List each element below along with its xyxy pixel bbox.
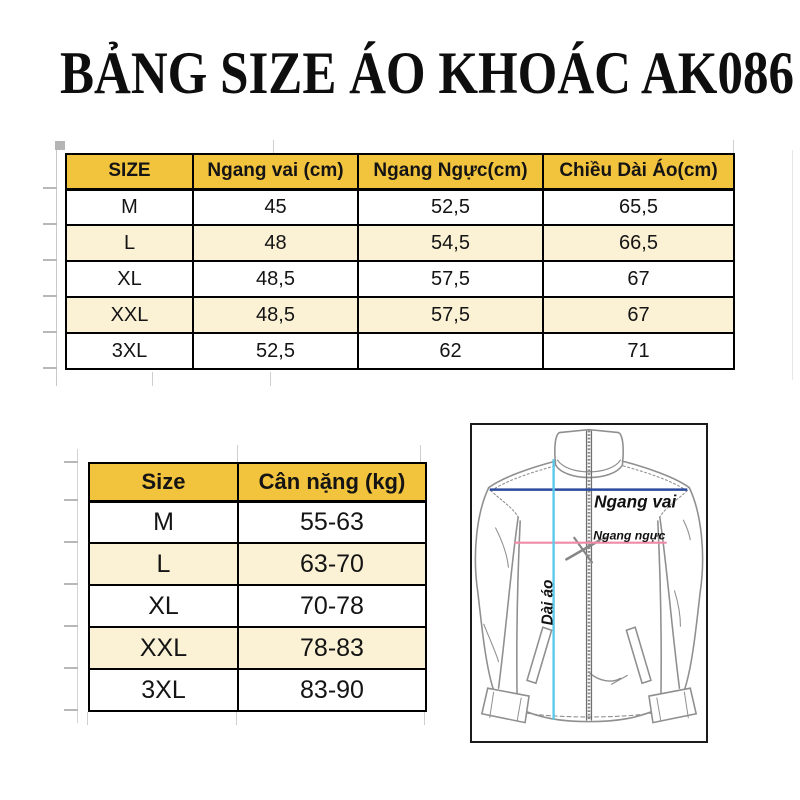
table-cell: 83-90 bbox=[238, 669, 426, 711]
col-header-size: Size bbox=[89, 463, 238, 501]
table-cell: 57,5 bbox=[358, 261, 543, 297]
gridline-artifact bbox=[64, 461, 78, 463]
gridline-artifact bbox=[273, 140, 274, 153]
table-cell: 71 bbox=[543, 333, 734, 369]
page-title: BẢNG SIZE ÁO KHOÁC AK086 bbox=[60, 40, 794, 106]
table-cell: 48,5 bbox=[193, 261, 358, 297]
gridline-artifact bbox=[77, 449, 78, 723]
size-measurements-table bbox=[65, 153, 735, 370]
table-row-3xl bbox=[66, 333, 734, 369]
table-row-3xl bbox=[89, 669, 426, 711]
gridline-artifact bbox=[56, 142, 57, 386]
gridline-artifact bbox=[55, 141, 65, 150]
table-cell: XXL bbox=[66, 297, 193, 333]
gridline-artifact bbox=[64, 709, 78, 711]
table-cell: L bbox=[89, 543, 238, 585]
table-row-xl bbox=[89, 585, 426, 627]
table-cell: 52,5 bbox=[358, 189, 543, 225]
table-row-xxl bbox=[66, 297, 734, 333]
size-table-header-row bbox=[66, 154, 734, 189]
table-cell: L bbox=[66, 225, 193, 261]
table-cell: XXL bbox=[89, 627, 238, 669]
table-row-l bbox=[89, 543, 426, 585]
gridline-artifact bbox=[152, 372, 153, 386]
col-header-chest: Ngang Ngực(cm) bbox=[358, 154, 543, 189]
table-cell: 48,5 bbox=[193, 297, 358, 333]
gridline-artifact bbox=[64, 583, 78, 585]
table-cell: 55-63 bbox=[238, 501, 426, 543]
gridline-artifact bbox=[424, 712, 425, 725]
gridline-artifact bbox=[792, 150, 793, 380]
table-cell: 67 bbox=[543, 297, 734, 333]
table-cell: 70-78 bbox=[238, 585, 426, 627]
gridline-artifact bbox=[64, 625, 78, 627]
table-cell: 78-83 bbox=[238, 627, 426, 669]
table-cell: 54,5 bbox=[358, 225, 543, 261]
table-cell: 65,5 bbox=[543, 189, 734, 225]
gridline-artifact bbox=[87, 712, 88, 725]
gridline-artifact bbox=[64, 541, 78, 543]
gridline-artifact bbox=[236, 712, 237, 725]
table-cell: 63-70 bbox=[238, 543, 426, 585]
weight-table-header-row bbox=[89, 463, 426, 501]
table-cell: 52,5 bbox=[193, 333, 358, 369]
table-row-m bbox=[89, 501, 426, 543]
chest-measure-label: Ngang ngực bbox=[593, 528, 666, 543]
table-cell: 67 bbox=[543, 261, 734, 297]
table-row-xl bbox=[66, 261, 734, 297]
gridline-artifact bbox=[43, 295, 57, 297]
table-row-xxl bbox=[89, 627, 426, 669]
gridline-artifact bbox=[270, 372, 271, 386]
gridline-artifact bbox=[43, 223, 57, 225]
table-cell: 3XL bbox=[66, 333, 193, 369]
gridline-artifact bbox=[64, 667, 78, 669]
col-header-length: Chiều Dài Áo(cm) bbox=[543, 154, 734, 189]
jacket-illustration bbox=[472, 425, 706, 741]
gridline-artifact bbox=[64, 499, 78, 501]
table-row-m bbox=[66, 189, 734, 225]
table-cell: 48 bbox=[193, 225, 358, 261]
zipper bbox=[587, 431, 592, 721]
table-row-l bbox=[66, 225, 734, 261]
gridline-artifact bbox=[733, 140, 734, 153]
table-cell: XL bbox=[66, 261, 193, 297]
table-cell: XL bbox=[89, 585, 238, 627]
gridline-artifact bbox=[43, 331, 57, 333]
table-cell: M bbox=[89, 501, 238, 543]
table-cell: 57,5 bbox=[358, 297, 543, 333]
table-cell: 3XL bbox=[89, 669, 238, 711]
shoulder-measure-label: Ngang vai bbox=[594, 491, 677, 512]
table-cell: 62 bbox=[358, 333, 543, 369]
gridline-artifact bbox=[43, 187, 57, 189]
jacket-diagram bbox=[470, 423, 708, 743]
table-cell: M bbox=[66, 189, 193, 225]
col-header-size: SIZE bbox=[66, 154, 193, 189]
length-measure-label: Dài áo bbox=[539, 579, 557, 626]
gridline-artifact bbox=[420, 445, 421, 462]
table-cell: 66,5 bbox=[543, 225, 734, 261]
table-cell: 45 bbox=[193, 189, 358, 225]
col-header-weight: Cân nặng (kg) bbox=[238, 463, 426, 501]
col-header-shoulder: Ngang vai (cm) bbox=[193, 154, 358, 189]
gridline-artifact bbox=[237, 445, 238, 462]
gridline-artifact bbox=[43, 259, 57, 261]
gridline-artifact bbox=[43, 367, 57, 369]
weight-recommendation-table bbox=[88, 462, 427, 712]
